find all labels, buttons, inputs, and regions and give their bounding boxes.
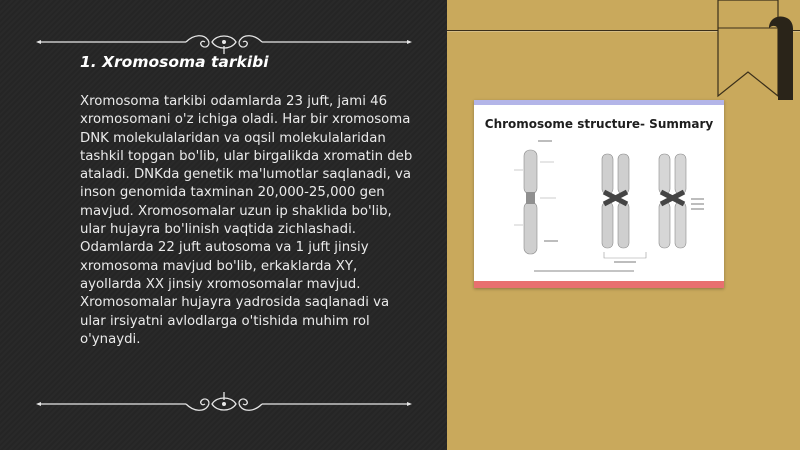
ornament-divider-top xyxy=(36,30,412,54)
section-heading: 1. Xromosoma tarkibi xyxy=(80,53,269,71)
image-title: Chromosome structure- Summary xyxy=(484,117,714,131)
body-paragraph: Xromosoma tarkibi odamlarda 23 juft, jami 46 xromosomani o'z ichiga oladi. Har bir xromosoma DNK molekulalaridan va oqsil molekulalaridan tashkil topgan bo'lib, ular birgalikda xromatin deb ataladi. DNKda genetik ma'lumotlar saqlanadi, va inson genomida taxminan 20,000-25,000 gen mavjud. Xromosomalar uzun ip shaklida bo'lib, ular hujayra bo'linish vaqtida zichlashadi. Odamlarda 22 juft autosoma va 1 juft jinsiy xromosoma mavjud bo'lib, erkaklarda XY, ayollarda XX jinsiy xromosomalar mavjud. Xromosomalar hujayra yadrosida saqlanadi va ular irsiyatni avlodlarga o'tishida muhim rol o'ynaydi. xyxy=(80,94,413,347)
bookmark-ribbon-icon xyxy=(715,0,793,100)
chromosome-image xyxy=(474,100,724,288)
ornament-divider-bottom xyxy=(36,392,412,416)
slide-top-bar xyxy=(474,100,724,105)
chromosome-diagram xyxy=(504,140,704,282)
slide-bottom-bar xyxy=(474,281,724,288)
